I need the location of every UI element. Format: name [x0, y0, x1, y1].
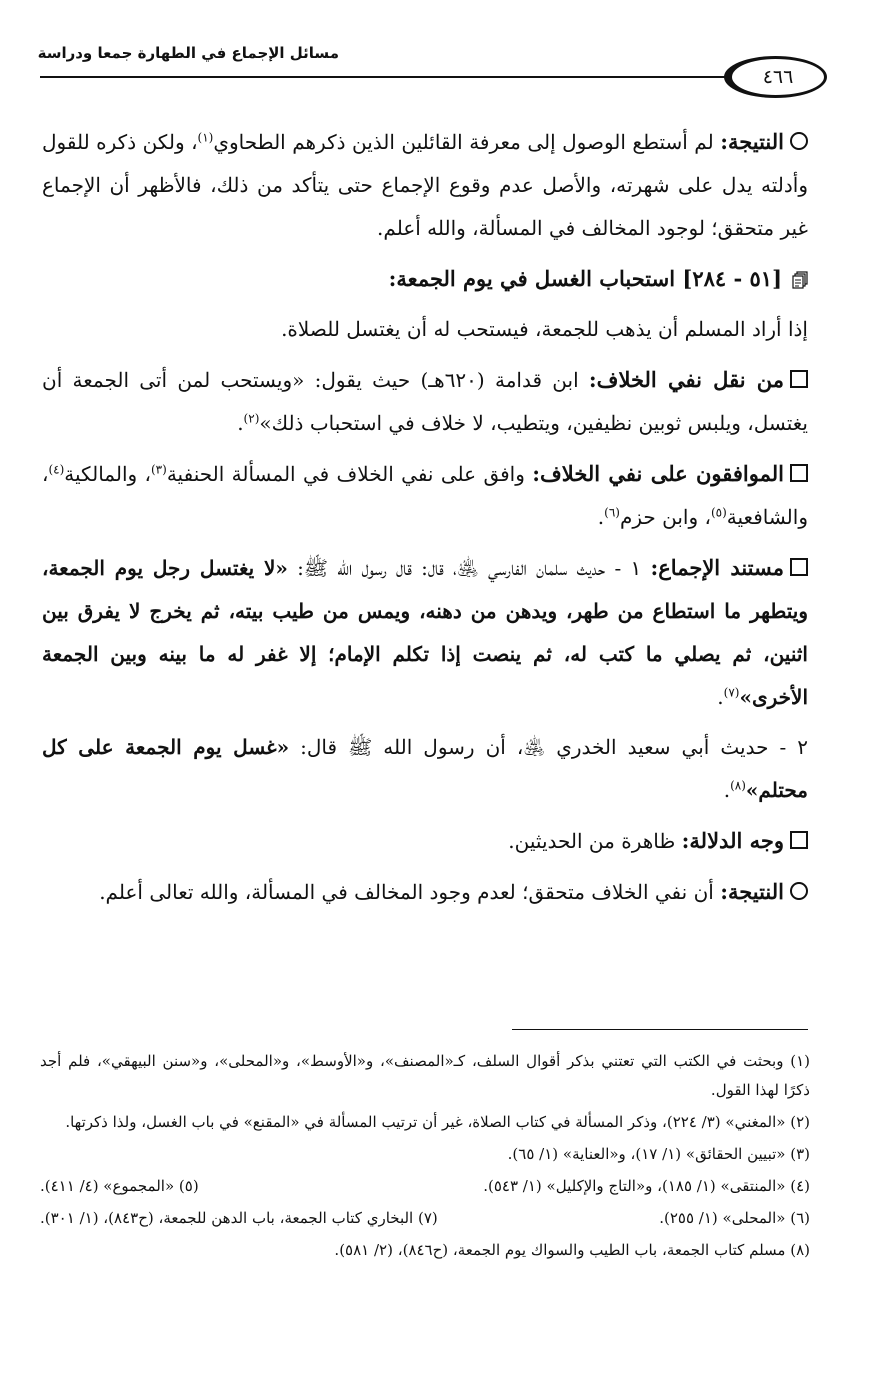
square-bullet-icon — [790, 464, 808, 482]
dalala-label: وجه الدلالة: — [681, 828, 784, 853]
muwafiqun-paragraph — [42, 452, 808, 539]
running-title: مسائل الإجماع في الطهارة جمعا ودراسة — [37, 44, 339, 62]
dalala-text: ظاهرة من الحديثين. — [508, 829, 682, 853]
square-bullet-icon — [790, 831, 808, 849]
footnote-6: (٦) «المحلى» (١/ ٢٥٥). — [659, 1209, 810, 1227]
intro-paragraph: إذا أراد المسلم أن يذهب للجمعة، فيستحب له أن يغتسل للصلاة. — [281, 317, 808, 341]
footnote-ref: (٥) — [710, 505, 727, 520]
result2-text: أن نفي الخلاف متحقق؛ لعدم وجود المخالف في المسألة، والله تعالى أعلم. — [99, 880, 721, 904]
footnote-5: (٥) «المجموع» (٤/ ٤١١). — [40, 1177, 199, 1195]
result-text: لم أستطع الوصول إلى معرفة القائلين الذين ذكرهم الطحاوي — [213, 130, 721, 154]
footnote-ref: (٣) — [150, 462, 167, 477]
mustanad-text: ١ - حديث سلمان الفارسي ﵁، قال: قال رسول الله ﷺ: — [287, 556, 651, 580]
dalala-paragraph — [42, 819, 808, 863]
hadith2-quote: «غسل يوم الجمعة على كل محتلم» — [42, 735, 808, 802]
result-paragraph-1 — [42, 120, 808, 250]
result-text-rest: ، ولكن ذكره للقول وأدلته يدل على شهرته، والأصل عدم وقوع الإجماع حتى يتأكد من ذلك، فالأظهر أن الإجماع غير متحقق؛ لوجود المخالف في المسألة، والله أعلم. — [42, 130, 808, 240]
footnotes — [40, 1047, 810, 1268]
footnote-ref: (٤) — [48, 462, 65, 477]
result-label: النتيجة: — [720, 129, 784, 154]
hadith2-text: ٢ - حديث أبي سعيد الخدري ﵁، أن رسول الله ﷺ قال: — [289, 735, 808, 759]
naql-end: . — [237, 411, 244, 435]
footnote-2: (٢) «المغني» (٣/ ٢٢٤)، وذكر المسألة في كتاب الصلاة، غير أن ترتيب المسألة في «المقنع» في باب الغسل، ولذا ذكرتها. — [65, 1113, 810, 1131]
header-rule — [40, 76, 735, 78]
footnote-ref: (٨) — [730, 778, 746, 793]
footnote-ref: (١) — [197, 130, 214, 145]
mustanad-end: . — [717, 685, 724, 709]
muwafiqun-label: الموافقون على نفي الخلاف: — [532, 461, 784, 486]
naql-text: ابن قدامة (٦٢٠هـ) حيث يقول: «ويستحب لمن أتى الجمعة أن يغتسل، ويلبس ثوبين نظيفين، ويتطيب، لا خلاف في استحباب ذلك» — [42, 368, 808, 435]
page-number: ٤٦٦ — [724, 56, 827, 98]
footnote-1: (١) وبحثت في الكتب التي تعتني بذكر أقوال السلف، كـ«المصنف»، و«الأوسط»، و«المحلى»، و«سنن البيهقي»، فلم أجد ذكرًا لهذا القول. — [40, 1052, 810, 1099]
footnote-4: (٤) «المنتقى» (١/ ١٨٥)، و«التاج والإكليل» (١/ ٥٤٣). — [483, 1177, 810, 1195]
footnote-7: (٧) البخاري كتاب الجمعة، باب الدهن للجمعة، (ح٨٤٣)، (١/ ٣٠١). — [40, 1209, 438, 1227]
footnote-separator — [512, 1029, 808, 1030]
muwafiqun-text-2: ، والمالكية — [64, 462, 151, 486]
documents-icon — [792, 271, 808, 289]
hadith2-end: . — [723, 778, 731, 802]
section-title: [٥١ - ٢٨٤] استحباب الغسل في يوم الجمعة: — [388, 266, 782, 291]
naql-label: من نقل نفي الخلاف: — [588, 367, 784, 392]
footnote-8: (٨) مسلم كتاب الجمعة، باب الطيب والسواك يوم الجمعة، (ح٨٤٦)، (٢/ ٥٨١). — [334, 1241, 810, 1259]
mustanad-paragraph — [42, 546, 808, 719]
muwafiqun-text-1: وافق على نفي الخلاف في المسألة الحنفية — [166, 462, 533, 486]
circle-bullet-icon — [790, 132, 808, 150]
naql-paragraph — [42, 358, 808, 445]
result-paragraph-2 — [42, 870, 808, 914]
result2-label: النتيجة: — [720, 879, 784, 904]
square-bullet-icon — [790, 558, 808, 576]
footnote-ref: (٢) — [243, 411, 260, 426]
circle-bullet-icon — [790, 882, 808, 900]
hadith2-paragraph — [42, 726, 808, 812]
footnote-ref: (٦) — [604, 505, 620, 520]
section-heading — [42, 257, 808, 301]
square-bullet-icon — [790, 370, 808, 388]
footnote-3: (٣) «تبيين الحقائق» (١/ ١٧)، و«العناية» (١/ ٦٥). — [507, 1145, 810, 1163]
muwafiqun-end: . — [597, 505, 605, 529]
footnote-row-4-5 — [40, 1172, 810, 1201]
muwafiqun-text-3: ، والشافعية — [42, 462, 808, 529]
footnote-ref: (٧) — [723, 685, 740, 700]
footnote-row-6-7 — [40, 1204, 810, 1233]
muwafiqun-text-4: ، وابن حزم — [619, 505, 711, 529]
mustanad-label: مستند الإجماع: — [650, 555, 784, 580]
main-text — [42, 120, 808, 921]
hadith-text: «لا يغتسل رجل يوم الجمعة، ويتطهر ما استطاع من طهر، ويدهن من دهنه، ويمس من طيب بيته، ثم يخرج لا يفرق بين اثنين، ثم يصلي ما كتب له، ثم ينصت إذا تكلم الإمام؛ إلا غفر له ما بينه وبين الجمعة الأخرى» — [42, 556, 808, 709]
